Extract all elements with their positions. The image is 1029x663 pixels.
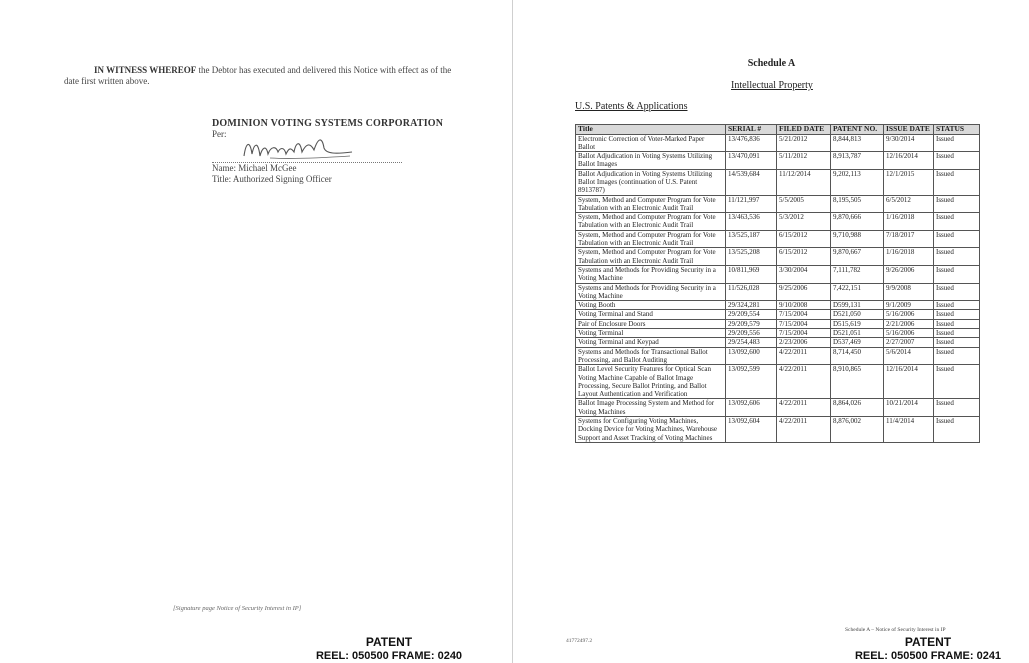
signature-page-caption: [Signature page Notice of Security Interest in IP] (173, 605, 302, 612)
table-row (576, 399, 980, 417)
cell-issue-date: 6/5/2012 (884, 195, 934, 213)
section-title: U.S. Patents & Applications (575, 101, 688, 112)
cell-status: Issued (934, 310, 980, 319)
reel-frame: REEL: 050500 FRAME: 0240 (315, 650, 463, 662)
cell-title: Voting Terminal and Stand (576, 310, 726, 319)
cell-filed-date: 4/22/2011 (777, 347, 831, 365)
cell-serial: 14/539,684 (726, 169, 777, 195)
cell-issue-date: 11/4/2014 (884, 417, 934, 443)
header-serial: SERIAL # (726, 125, 777, 135)
cell-title: Systems and Methods for Providing Security in a Voting Machine (576, 265, 726, 283)
header-status: STATUS (934, 125, 980, 135)
cell-patent-no: D521,050 (831, 310, 884, 319)
cell-status: Issued (934, 399, 980, 417)
cell-filed-date: 5/5/2005 (777, 195, 831, 213)
table-row (576, 338, 980, 347)
cell-patent-no: 7,422,151 (831, 283, 884, 301)
cell-issue-date: 12/16/2014 (884, 365, 934, 399)
reel-frame: REEL: 050500 FRAME: 0241 (854, 650, 1002, 662)
cell-serial: 29/209,556 (726, 329, 777, 338)
cell-filed-date: 4/22/2011 (777, 399, 831, 417)
cell-issue-date: 1/16/2018 (884, 213, 934, 231)
witness-lead: IN WITNESS WHEREOF (94, 65, 197, 75)
cell-patent-no: 8,910,865 (831, 365, 884, 399)
signer-name: Name: Michael McGee (212, 163, 297, 173)
cell-serial: 13/470,091 (726, 152, 777, 170)
cell-issue-date: 9/30/2014 (884, 134, 934, 152)
cell-serial: 29/209,554 (726, 310, 777, 319)
cell-title: System, Method and Computer Program for Vote Tabulation with an Electronic Audit Trail (576, 195, 726, 213)
cell-filed-date: 7/15/2004 (777, 319, 831, 328)
cell-issue-date: 5/16/2006 (884, 310, 934, 319)
cell-serial: 10/811,969 (726, 265, 777, 283)
cell-issue-date: 2/21/2006 (884, 319, 934, 328)
table-row (576, 213, 980, 231)
cell-patent-no: 7,111,782 (831, 265, 884, 283)
patent-label: PATENT (365, 635, 413, 649)
cell-filed-date: 7/15/2004 (777, 310, 831, 319)
document-number: 41772497.2 (566, 638, 593, 644)
cell-filed-date: 5/3/2012 (777, 213, 831, 231)
cell-serial: 13/525,208 (726, 248, 777, 266)
table-row (576, 169, 980, 195)
cell-status: Issued (934, 152, 980, 170)
cell-title: Ballot Adjudication in Voting Systems Utilizing Ballot Images (continuation of U.S. Patent 8913787) (576, 169, 726, 195)
cell-status: Issued (934, 134, 980, 152)
footer-note: Schedule A – Notice of Security Interest in IP (845, 627, 946, 633)
cell-status: Issued (934, 213, 980, 231)
cell-patent-no: 8,714,450 (831, 347, 884, 365)
cell-filed-date: 6/15/2012 (777, 248, 831, 266)
cell-status: Issued (934, 283, 980, 301)
cell-serial: 13/092,600 (726, 347, 777, 365)
cell-issue-date: 9/26/2006 (884, 265, 934, 283)
cell-filed-date: 4/22/2011 (777, 365, 831, 399)
signature-page (0, 0, 512, 663)
patent-label: PATENT (904, 635, 952, 649)
company-name: DOMINION VOTING SYSTEMS CORPORATION (212, 118, 444, 129)
table-row (576, 301, 980, 310)
cell-title: Ballot Level Security Features for Optical Scan Voting Machine Capable of Ballot Image Processing, Secure Ballot Printing, and Ballot Layout Authentication and Verification (576, 365, 726, 399)
table-row (576, 195, 980, 213)
cell-patent-no: 9,710,988 (831, 230, 884, 248)
header-issue-date: ISSUE DATE (884, 125, 934, 135)
cell-serial: 13/092,604 (726, 417, 777, 443)
signer-title: Title: Authorized Signing Officer (212, 174, 332, 184)
cell-filed-date: 11/12/2014 (777, 169, 831, 195)
cell-patent-no: 8,913,787 (831, 152, 884, 170)
cell-filed-date: 5/11/2012 (777, 152, 831, 170)
ip-title: Intellectual Property (731, 80, 813, 91)
cell-status: Issued (934, 347, 980, 365)
schedule-title: Schedule A (747, 58, 796, 69)
table-row (576, 319, 980, 328)
cell-title: Voting Terminal (576, 329, 726, 338)
table-row (576, 417, 980, 443)
patent-stamp-right (833, 635, 1023, 663)
cell-patent-no: 8,876,002 (831, 417, 884, 443)
table-row (576, 134, 980, 152)
cell-issue-date: 2/27/2007 (884, 338, 934, 347)
witness-text: the Debtor has executed and delivered this Notice with effect as of the date first written above. (64, 65, 452, 86)
cell-patent-no: 9,202,113 (831, 169, 884, 195)
cell-patent-no: 9,870,666 (831, 213, 884, 231)
cell-patent-no: 8,844,813 (831, 134, 884, 152)
cell-title: Voting Terminal and Keypad (576, 338, 726, 347)
cell-filed-date: 9/25/2006 (777, 283, 831, 301)
table-header-row (576, 125, 980, 135)
cell-serial: 13/525,187 (726, 230, 777, 248)
cell-status: Issued (934, 301, 980, 310)
cell-patent-no: 8,864,026 (831, 399, 884, 417)
table-row (576, 329, 980, 338)
cell-filed-date: 6/15/2012 (777, 230, 831, 248)
cell-filed-date: 9/10/2008 (777, 301, 831, 310)
cell-patent-no: 9,870,667 (831, 248, 884, 266)
cell-title: Ballot Adjudication in Voting Systems Utilizing Ballot Images (576, 152, 726, 170)
cell-title: Electronic Correction of Voter-Marked Paper Ballot (576, 134, 726, 152)
table-row (576, 347, 980, 365)
witness-paragraph (64, 65, 464, 87)
cell-patent-no: D521,051 (831, 329, 884, 338)
cell-patent-no: 8,195,505 (831, 195, 884, 213)
cell-serial: 13/092,599 (726, 365, 777, 399)
cell-status: Issued (934, 329, 980, 338)
per-label: Per: (212, 129, 227, 139)
cell-issue-date: 12/1/2015 (884, 169, 934, 195)
cell-filed-date: 4/22/2011 (777, 417, 831, 443)
page-divider (512, 0, 513, 663)
cell-title: System, Method and Computer Program for Vote Tabulation with an Electronic Audit Trail (576, 213, 726, 231)
cell-issue-date: 9/9/2008 (884, 283, 934, 301)
cell-issue-date: 12/16/2014 (884, 152, 934, 170)
cell-filed-date: 3/30/2004 (777, 265, 831, 283)
cell-status: Issued (934, 195, 980, 213)
cell-title: System, Method and Computer Program for Vote Tabulation with an Electronic Audit Trail (576, 248, 726, 266)
cell-title: Systems and Methods for Transactional Ballot Processing, and Ballot Auditing (576, 347, 726, 365)
table-row (576, 310, 980, 319)
cell-status: Issued (934, 230, 980, 248)
cell-status: Issued (934, 319, 980, 328)
cell-issue-date: 7/18/2017 (884, 230, 934, 248)
header-filed-date: FILED DATE (777, 125, 831, 135)
cell-serial: 11/121,997 (726, 195, 777, 213)
cell-issue-date: 5/16/2006 (884, 329, 934, 338)
header-title: Title (576, 125, 726, 135)
cell-issue-date: 9/1/2009 (884, 301, 934, 310)
table-row (576, 152, 980, 170)
cell-title: Voting Booth (576, 301, 726, 310)
cell-serial: 29/254,483 (726, 338, 777, 347)
cell-serial: 11/526,028 (726, 283, 777, 301)
cell-patent-no: D537,469 (831, 338, 884, 347)
cell-title: Systems for Configuring Voting Machines, Docking Device for Voting Machines, Warehouse Support and Asset Tracking of Voting Machines (576, 417, 726, 443)
cell-issue-date: 1/16/2018 (884, 248, 934, 266)
cell-filed-date: 7/15/2004 (777, 329, 831, 338)
cell-patent-no: D599,131 (831, 301, 884, 310)
cell-issue-date: 5/6/2014 (884, 347, 934, 365)
table-row (576, 365, 980, 399)
cell-title: Systems and Methods for Providing Security in a Voting Machine (576, 283, 726, 301)
cell-title: Ballot Image Processing System and Method for Voting Machines (576, 399, 726, 417)
table-row (576, 265, 980, 283)
cell-status: Issued (934, 338, 980, 347)
cell-title: Pair of Enclosure Doors (576, 319, 726, 328)
cell-serial: 13/476,836 (726, 134, 777, 152)
table-row (576, 230, 980, 248)
schedule-a-page (514, 0, 1029, 663)
cell-issue-date: 10/21/2014 (884, 399, 934, 417)
cell-serial: 29/209,579 (726, 319, 777, 328)
cell-status: Issued (934, 417, 980, 443)
cell-status: Issued (934, 265, 980, 283)
cell-serial: 29/324,281 (726, 301, 777, 310)
patents-table (575, 124, 980, 443)
cell-status: Issued (934, 365, 980, 399)
cell-status: Issued (934, 169, 980, 195)
cell-filed-date: 5/21/2012 (777, 134, 831, 152)
cell-serial: 13/463,536 (726, 213, 777, 231)
cell-title: System, Method and Computer Program for Vote Tabulation with an Electronic Audit Trail (576, 230, 726, 248)
cell-filed-date: 2/23/2006 (777, 338, 831, 347)
header-patent-no: PATENT NO. (831, 125, 884, 135)
cell-serial: 13/092,606 (726, 399, 777, 417)
cell-patent-no: D515,619 (831, 319, 884, 328)
table-row (576, 283, 980, 301)
cell-status: Issued (934, 248, 980, 266)
table-row (576, 248, 980, 266)
patent-stamp-left (294, 635, 484, 663)
